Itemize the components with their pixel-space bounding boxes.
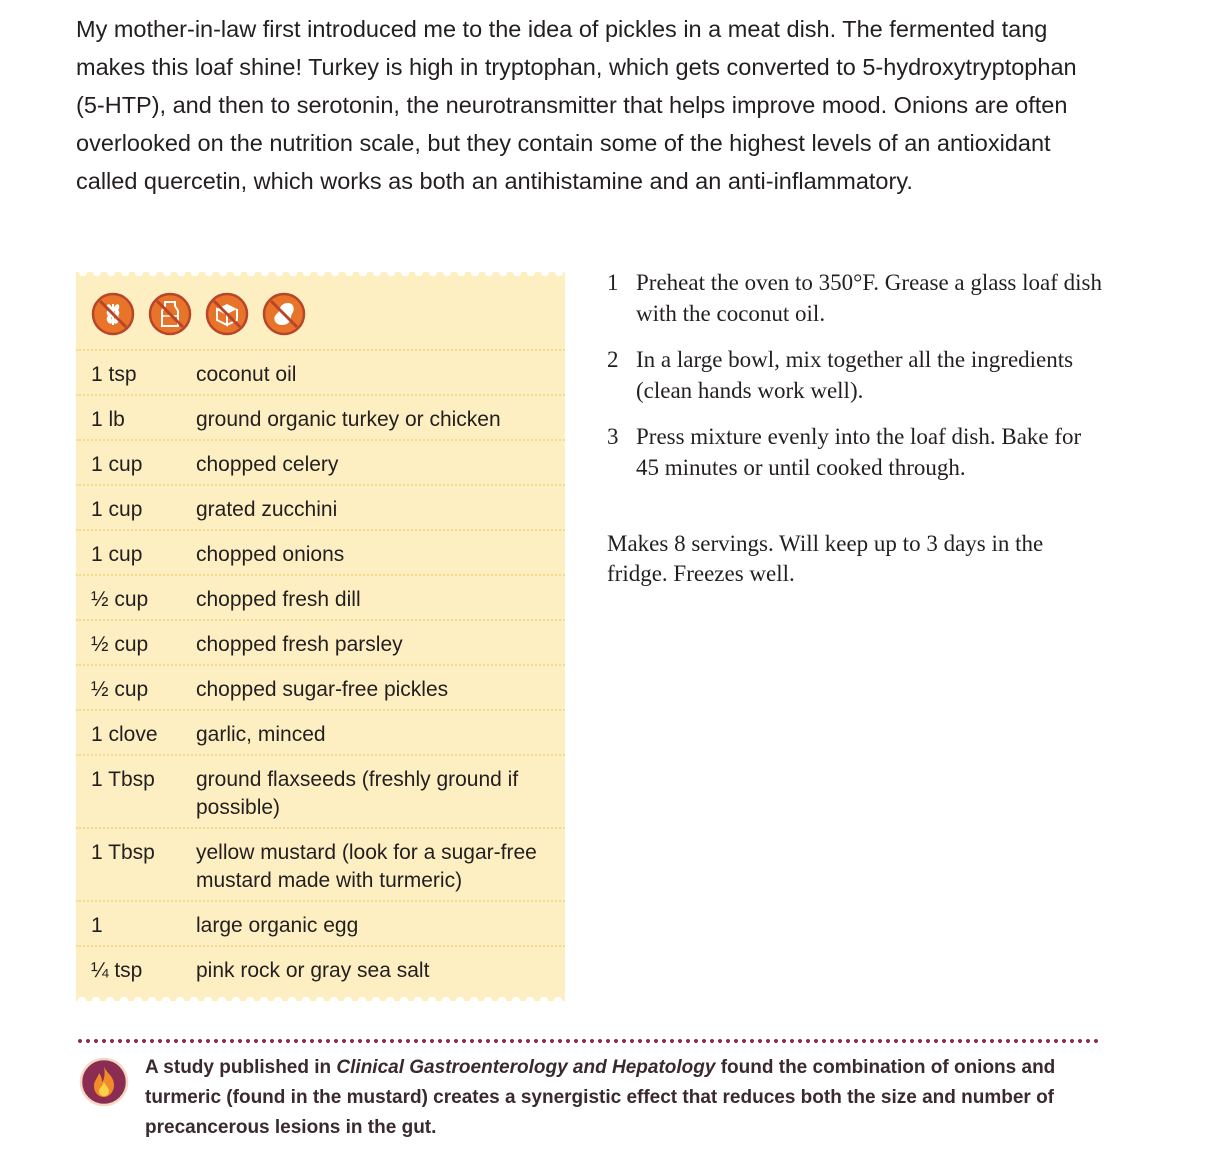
sugar-free-icon [205,292,249,336]
step-text: Press mixture evenly into the loaf dish. Bake for 45 minutes or until cooked through. [636,424,1082,480]
ingredient-quantity: ½ cup [91,678,149,701]
ingredient-quantity: ½ cup [91,633,149,656]
tip-text [145,1053,1095,1143]
ingredient-name: yellow mustard (look for a sugar-free mustard made with turmeric) [196,841,537,892]
ingredient-quantity: 1 Tbsp [91,768,155,791]
ingredient-name: coconut oil [196,363,297,386]
tip-text-before: A study published in [145,1057,337,1078]
ingredient-quantity: ¼ tsp [91,959,143,982]
step-item [607,267,1107,329]
ingredient-quantity: 1 cup [91,453,143,476]
step-number: 2 [607,347,619,372]
flame-icon [79,1057,129,1107]
card-bottom-edge [76,997,565,1001]
ingredient-quantity: 1 [91,914,103,937]
ingredient-list [76,349,565,990]
ingredient-name: garlic, minced [196,723,326,746]
ingredient-row [76,349,565,394]
ingredient-quantity: ½ cup [91,588,149,611]
journal-title: Clinical Gastroenterology and Hepatology [336,1057,716,1078]
ingredient-name: ground flaxseeds (freshly ground if possible) [196,768,519,819]
gluten-free-icon [91,292,135,336]
ingredient-name: chopped fresh parsley [196,633,403,656]
nut-free-icon [262,292,306,336]
ingredient-quantity: 1 lb [91,408,125,431]
tip-text-after: found the combination of onions and turmeric (found in the mustard) creates a synergistic effect that reduces both the size and number of precancerous lesions in the gut. [145,1057,1056,1138]
step-text: In a large bowl, mix together all the ingredients (clean hands work well). [636,347,1074,403]
recipe-steps [607,267,1107,498]
ingredient-row [76,664,565,709]
step-number: 3 [607,424,619,449]
ingredient-name: grated zucchini [196,498,338,521]
ingredient-name: large organic egg [196,914,359,937]
diet-icons [91,292,306,336]
ingredient-row [76,827,565,900]
ingredient-quantity: 1 clove [91,723,158,746]
step-item [607,421,1107,483]
ingredient-row [76,484,565,529]
step-item [607,344,1107,406]
ingredients-card [76,272,565,1001]
ingredient-row [76,754,565,827]
card-top-edge [76,272,565,276]
ingredient-name: chopped onions [196,543,345,566]
ingredient-row [76,394,565,439]
recipe-intro: My mother-in-law first introduced me to the idea of pickles in a meat dish. The fermented tang makes this loaf shine! Turkey is high in tryptophan, which gets converted to 5-hydroxytryptophan (5-HTP), and then to serotonin, the neurotransmitter that helps improve mood. Onions are often overlooked on the nutrition scale, but they contain some of the highest levels of an antioxidant called quercetin, which works as both an antihistamine and an anti-inflammatory. [76,16,1077,194]
ingredient-name: chopped fresh dill [196,588,361,611]
tip-divider [76,1039,1100,1043]
ingredient-quantity: 1 tsp [91,363,137,386]
ingredient-quantity: 1 Tbsp [91,841,155,864]
ingredient-quantity: 1 cup [91,498,143,521]
ingredient-quantity: 1 cup [91,543,143,566]
step-number: 1 [607,270,619,295]
ingredient-name: pink rock or gray sea salt [196,959,430,982]
ingredient-row [76,619,565,664]
ingredient-row [76,900,565,945]
recipe-yield: Makes 8 servings. Will keep up to 3 days in the fridge. Freezes well. [607,531,1044,586]
step-text: Preheat the oven to 350°F. Grease a glass loaf dish with the coconut oil. [636,270,1102,326]
ingredient-name: ground organic turkey or chicken [196,408,501,431]
dairy-free-icon [148,292,192,336]
ingredient-row [76,574,565,619]
ingredient-row [76,709,565,754]
ingredient-row [76,529,565,574]
ingredient-row [76,945,565,990]
ingredient-row [76,439,565,484]
ingredient-name: chopped sugar-free pickles [196,678,449,701]
ingredient-name: chopped celery [196,453,339,476]
